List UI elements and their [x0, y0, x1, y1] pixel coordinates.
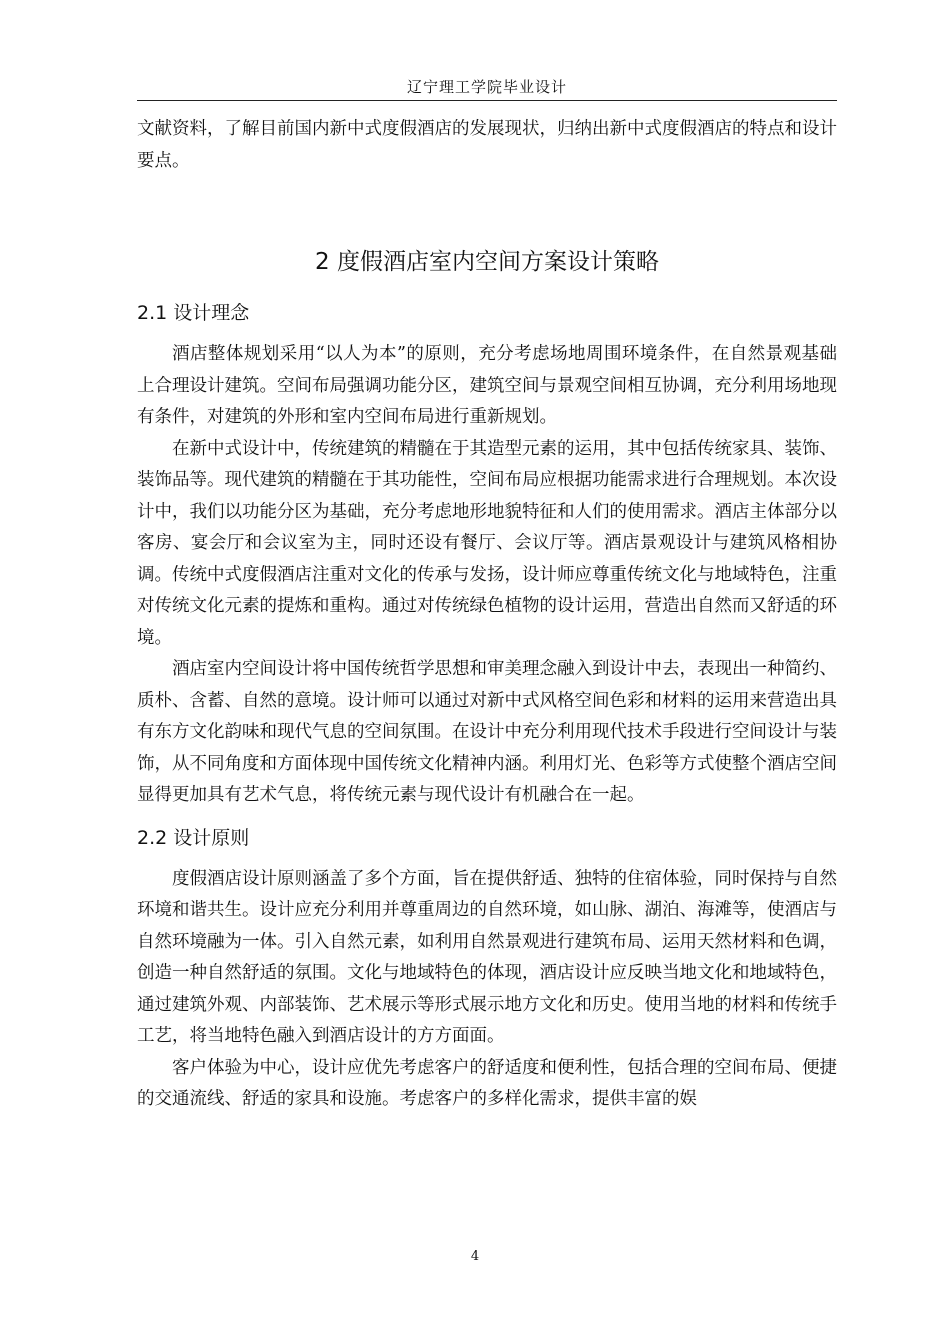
body-paragraph: 酒店室内空间设计将中国传统哲学思想和审美理念融入到设计中去，表现出一种简约、质朴、含蓄、自然的意境。设计师可以通过对新中式风格空间色彩和材料的运用来营造出具有东方文化韵味和现代气息的空间氛围。在设计中充分利用现代技术手段进行空间设计与装饰，从不同角度和方面体现中国传统文化精神内涵。利用灯光、色彩等方式使整个酒店空间显得更加具有艺术气息，将传统元素与现代设计有机融合在一起。: [137, 659, 837, 805]
section-title-2-2: 2.2 设计原则: [137, 826, 250, 849]
page-content: [137, 114, 837, 1116]
body-paragraph: 客户体验为中心，设计应优先考虑客户的舒适度和便利性，包括合理的空间布局、便捷的交通流线、舒适的家具和设施。考虑客户的多样化需求，提供丰富的娱: [137, 1057, 837, 1109]
chapter-title: 2 度假酒店室内空间方案设计策略: [315, 249, 659, 275]
section-title-2-1: 2.1 设计理念: [137, 302, 250, 324]
body-paragraph: 在新中式设计中，传统建筑的精髓在于其造型元素的运用，其中包括传统家具、装饰、装饰品等。现代建筑的精髓在于其功能性，空间布局应根据功能需求进行合理规划。本次设计中，我们以功能分区为基础，充分考虑地形地貌特征和人们的使用需求。酒店主体部分以客房、宴会厅和会议室为主，同时还设有餐厅、会议厅等。酒店景观设计与建筑风格相协调。传统中式度假酒店注重对文化的传承与发扬，设计师应尊重传统文化与地域特色，注重对传统文化元素的提炼和重构。通过对传统绿色植物的设计运用，营造出自然而又舒适的环境。: [137, 438, 837, 648]
body-paragraph: 酒店整体规划采用“以人为本”的原则，充分考虑场地周围环境条件，在自然景观基础上合理设计建筑。空间布局强调功能分区，建筑空间与景观空间相互协调，充分利用场地现有条件，对建筑的外形和室内空间布局进行重新规划。: [137, 344, 837, 427]
page-number: 4: [470, 1249, 480, 1264]
running-header: 辽宁理工学院毕业设计: [406, 78, 567, 96]
body-paragraph: 度假酒店设计原则涵盖了多个方面，旨在提供舒适、独特的住宿体验，同时保持与自然环境和谐共生。设计应充分利用并尊重周边的自然环境，如山脉、湖泊、海滩等，使酒店与自然环境融为一体。引入自然元素，如利用自然景观进行建筑布局、运用天然材料和色调，创造一种自然舒适的氛围。文化与地域特色的体现，酒店设计应反映当地文化和地域特色，通过建筑外观、内部装饰、艺术展示等形式展示地方文化和历史。使用当地的材料和传统手工艺，将当地特色融入到酒店设计的方方面面。: [137, 868, 837, 1046]
intro-paragraph: 文献资料，了解目前国内新中式度假酒店的发展现状，归纳出新中式度假酒店的特点和设计要点。: [137, 119, 837, 171]
header-divider: [137, 100, 837, 101]
